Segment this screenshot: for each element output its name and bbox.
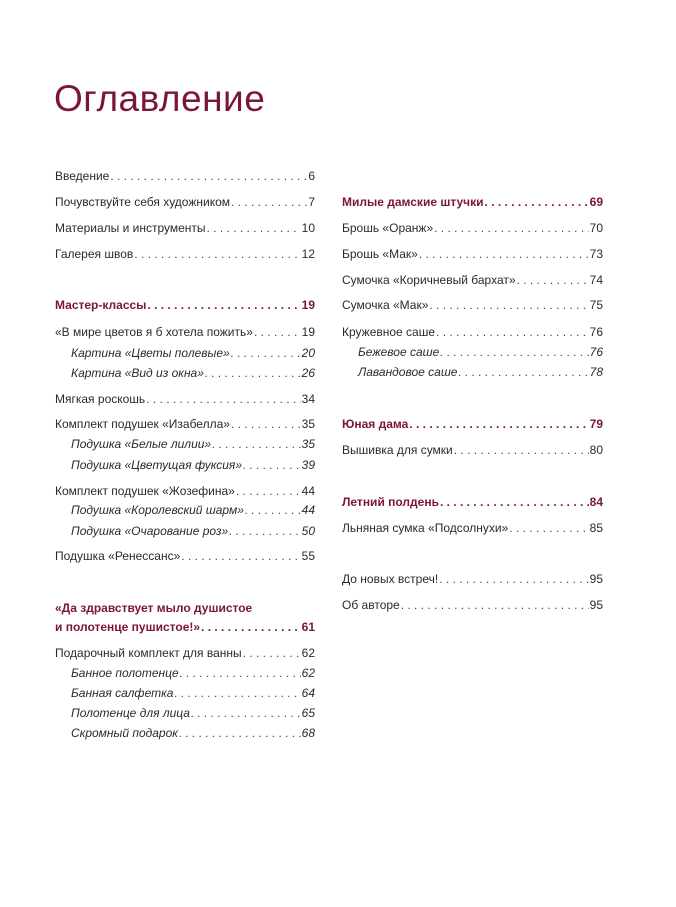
page-number: 75 xyxy=(589,298,603,312)
toc-subentry[interactable]: Подушка «Цветущая фуксия» . . . 39 xyxy=(55,458,315,472)
toc-subentry[interactable]: Подушка «Белые лилии» . . . 35 xyxy=(55,437,315,451)
page-number: 10 xyxy=(301,221,315,235)
toc-subentry[interactable]: Картина «Вид из окна» . . . 26 xyxy=(55,366,315,380)
toc-entry[interactable]: «В мире цветов я б хотела пожить» . . . 19 xyxy=(55,325,315,339)
page-number: 44 xyxy=(301,503,315,517)
page-number: 74 xyxy=(589,273,603,287)
page-number: 69 xyxy=(589,195,603,209)
page-number: 76 xyxy=(589,325,603,339)
toc-entry[interactable]: Галерея швов . . . 12 xyxy=(55,247,315,261)
page-number: 62 xyxy=(301,646,315,660)
toc-entry[interactable]: Подарочный комплект для ванны . . . 62 xyxy=(55,646,315,660)
page-number: 19 xyxy=(301,325,315,339)
toc-entry[interactable]: Мягкая роскошь . . . 34 xyxy=(55,392,315,406)
page-number: 35 xyxy=(301,437,315,451)
page-number: 78 xyxy=(589,365,603,379)
page-number: 62 xyxy=(301,666,315,680)
page-number: 6 xyxy=(308,169,315,183)
toc-entry[interactable]: Почувствуйте себя художником . . . 7 xyxy=(55,195,315,209)
toc-entry[interactable]: Брошь «Мак» . . . 73 xyxy=(342,247,603,261)
toc-entry[interactable]: Льняная сумка «Подсолнухи» . . . 85 xyxy=(342,521,603,535)
page-number: 95 xyxy=(589,572,603,586)
page-number: 50 xyxy=(301,524,315,538)
toc-section-heading[interactable]: и полотенце пушистое!» . . . 61 xyxy=(55,620,315,634)
toc-subentry[interactable]: Скромный подарок . . . 68 xyxy=(55,726,315,740)
toc-subentry[interactable]: Лавандовое саше . . . 78 xyxy=(342,365,603,379)
page-number: 84 xyxy=(589,495,603,509)
toc-section-heading[interactable]: Мастер-классы . . . 19 xyxy=(55,298,315,312)
page-number: 26 xyxy=(301,366,315,380)
toc-subentry[interactable]: Бежевое саше . . . 76 xyxy=(342,345,603,359)
toc-section-heading[interactable]: Юная дама . . . 79 xyxy=(342,417,603,431)
toc-subentry[interactable]: Подушка «Очарование роз» . . . 50 xyxy=(55,524,315,538)
toc-entry[interactable]: Комплект подушек «Жозефина» . . . 44 xyxy=(55,484,315,498)
toc-entry[interactable]: Подушка «Ренессанс» . . . 55 xyxy=(55,549,315,563)
page-number: 61 xyxy=(301,620,315,634)
page-number: 39 xyxy=(301,458,315,472)
page-number: 70 xyxy=(589,221,603,235)
page-number: 55 xyxy=(301,549,315,563)
page-number: 80 xyxy=(589,443,603,457)
page-number: 79 xyxy=(589,417,603,431)
toc-entry[interactable]: Об авторе . . . 95 xyxy=(342,598,603,612)
page-number: 12 xyxy=(301,247,315,261)
toc-entry[interactable]: Вышивка для сумки . . . 80 xyxy=(342,443,603,457)
page-number: 73 xyxy=(589,247,603,261)
page-number: 35 xyxy=(301,417,315,431)
toc-section-heading[interactable]: Милые дамские штучки . . . 69 xyxy=(342,195,603,209)
page-number: 64 xyxy=(301,686,315,700)
toc-section-heading[interactable]: Летний полдень . . . 84 xyxy=(342,495,603,509)
page-number: 7 xyxy=(308,195,315,209)
toc-entry[interactable]: Комплект подушек «Изабелла» . . . 35 xyxy=(55,417,315,431)
toc-entry[interactable]: Введение . . . 6 xyxy=(55,169,315,183)
toc-entry[interactable]: Брошь «Оранж» . . . 70 xyxy=(342,221,603,235)
toc-subentry[interactable]: Подушка «Королевский шарм» . . . 44 xyxy=(55,503,315,517)
toc-entry[interactable]: До новых встреч! . . . 95 xyxy=(342,572,603,586)
page-number: 34 xyxy=(301,392,315,406)
toc-subentry[interactable]: Картина «Цветы полевые» . . . 20 xyxy=(55,346,315,360)
toc-entry[interactable]: Материалы и инструменты . . . 10 xyxy=(55,221,315,235)
toc-section-heading-line1[interactable]: «Да здравствует мыло душистое xyxy=(55,601,253,615)
page-number: 19 xyxy=(301,298,315,312)
page-number: 44 xyxy=(301,484,315,498)
page-title: Оглавление xyxy=(54,78,266,119)
page-number: 65 xyxy=(301,706,315,720)
page-number: 20 xyxy=(301,346,315,360)
page-number: 85 xyxy=(589,521,603,535)
toc-subentry[interactable]: Банное полотенце . . . 62 xyxy=(55,666,315,680)
toc-entry[interactable]: Сумочка «Коричневый бархат» . . . 74 xyxy=(342,273,603,287)
toc-entry[interactable]: Сумочка «Мак» . . . 75 xyxy=(342,298,603,312)
toc-subentry[interactable]: Банная салфетка . . . 64 xyxy=(55,686,315,700)
page-number: 95 xyxy=(589,598,603,612)
toc-entry[interactable]: Кружевное саше . . . 76 xyxy=(342,325,603,339)
page-number: 68 xyxy=(301,726,315,740)
page-number: 76 xyxy=(589,345,603,359)
toc-subentry[interactable]: Полотенце для лица . . . 65 xyxy=(55,706,315,720)
